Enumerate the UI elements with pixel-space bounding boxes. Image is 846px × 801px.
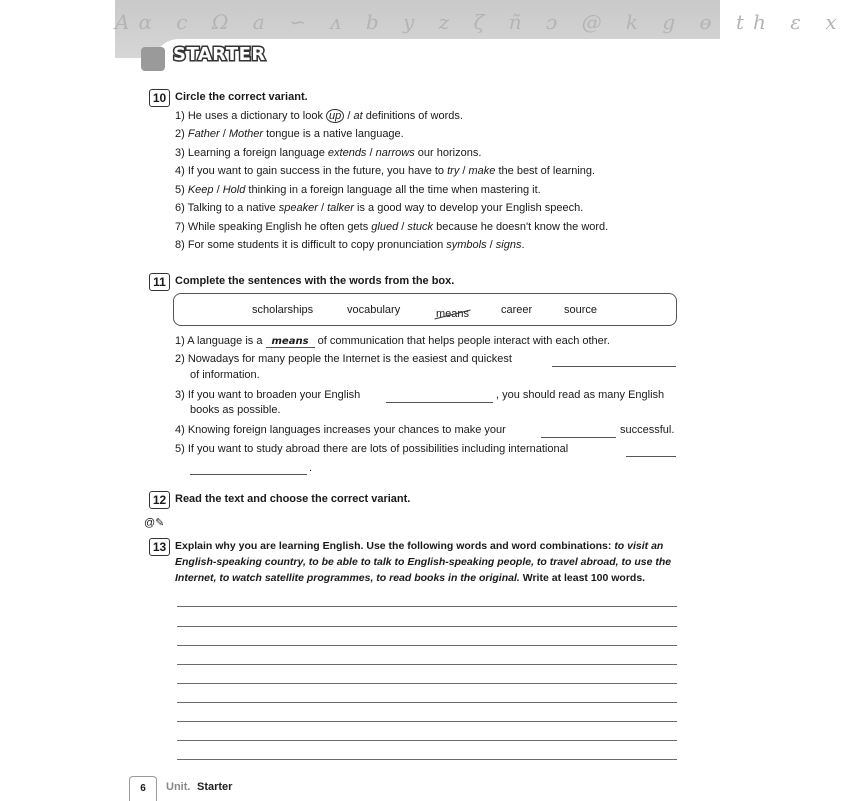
ex11-sentence-5-blank-b[interactable] — [190, 463, 307, 475]
ex11-sentence-5: 5) If you want to study abroad there are lots of possibilities including international — [175, 443, 569, 455]
ex10-item-5-option-2[interactable]: Hold — [222, 184, 246, 196]
word-box — [173, 293, 677, 326]
ex10-item-8: 8) For some students it is difficult to copy pronunciation symbols / signs. — [175, 239, 525, 251]
ex11-sentence-5-blank-a[interactable] — [626, 445, 676, 457]
ex10-item-4-option-1[interactable]: try — [447, 165, 460, 177]
ex11-sentence-4-blank[interactable] — [541, 426, 616, 438]
ex10-item-8-option-1[interactable]: symbols — [446, 239, 487, 251]
ex10-item-4-option-2[interactable]: make — [468, 165, 496, 177]
exercise-10-instruction: Circle the correct variant. — [175, 91, 308, 103]
unit-label: Unit. — [166, 781, 191, 793]
page-number: 6 — [129, 776, 157, 801]
ex10-item-2-option-2[interactable]: Mother — [228, 128, 264, 140]
ex11-sentence-2: 2) Nowadays for many people the Internet is the easiest and quickest — [175, 353, 512, 365]
ex10-item-5-option-1[interactable]: Keep — [187, 184, 214, 196]
exercise-11-instruction: Complete the sentences with the words from the box. — [175, 275, 455, 287]
ex10-item-5: 5) Keep / Hold thinking in a foreign language all the time when mastering it. — [175, 184, 541, 196]
ex10-item-6-option-2[interactable]: talker — [327, 202, 354, 214]
writing-line[interactable] — [177, 759, 677, 760]
ex11-sentence-3-cont: books as possible. — [190, 404, 281, 416]
writing-line[interactable] — [177, 683, 677, 684]
ex11-sentence-2-blank[interactable] — [552, 355, 676, 367]
word-box-word: vocabulary — [347, 304, 401, 316]
writing-line[interactable] — [177, 645, 677, 646]
ex11-sentence-3-post: , you should read as many English — [496, 389, 665, 401]
ex10-item-1-option-1[interactable]: up — [326, 109, 344, 123]
section-marker-square — [141, 47, 165, 71]
section-title: STARTER — [173, 44, 266, 65]
writing-line[interactable] — [177, 702, 677, 703]
ex10-item-4: 4) If you want to gain success in the future, you have to try / make the best of learning. — [175, 165, 596, 177]
ex11-sentence-3-blank[interactable] — [386, 391, 493, 403]
writing-line[interactable] — [177, 664, 677, 665]
ex10-item-1-option-2[interactable]: at — [353, 110, 363, 122]
ex11-sentence-2-cont: of information. — [190, 369, 260, 381]
ex11-sentence-4: 4) Knowing foreign languages increases your chances to make your — [175, 424, 506, 436]
ex10-item-7-option-1[interactable]: glued — [371, 221, 399, 233]
ex11-sentence-4-post: successful. — [620, 424, 675, 436]
ex11-sentence-5-end: . — [309, 462, 313, 474]
disc-icon: @✎ — [144, 517, 165, 529]
workbook-page — [115, 0, 846, 800]
exercise-13-instruction-line-1: Explain why you are learning English. Use the following words and word combinations: to visit an — [175, 540, 664, 552]
ex11-sentence-3: 3) If you want to broaden your English — [175, 389, 361, 401]
ex10-item-8-option-2[interactable]: signs — [495, 239, 522, 251]
ex11-sentence-1-answer[interactable]: means — [266, 336, 315, 348]
exercise-10-number: 10 — [149, 89, 170, 107]
word-box-word: career — [501, 304, 533, 316]
exercise-12-number: 12 — [149, 491, 170, 509]
ex10-item-2-option-1[interactable]: Father — [187, 128, 220, 140]
exercise-13-instruction-line-3: Internet, to watch satellite programmes, to read books in the original. Write at least 100 words. — [175, 572, 646, 584]
exercise-13-instruction-line-2: English-speaking country, to be able to talk to English-speaking people, to travel abroad, to use the — [175, 556, 672, 568]
writing-line[interactable] — [177, 626, 677, 627]
word-box-word: scholarships — [252, 304, 314, 316]
ex10-item-3: 3) Learning a foreign language extends / narrows our horizons. — [175, 147, 482, 159]
ex10-item-1: 1) He uses a dictionary to look up / at definitions of words. — [175, 110, 463, 122]
ex10-item-2: 2) Father / Mother tongue is a native language. — [175, 128, 404, 140]
word-box-word: source — [564, 304, 598, 316]
exercise-13-number: 13 — [149, 538, 170, 556]
header-decoration: Aα c Ω a ∽ ᴧ b y z ζ ñ ɔ @ k g ɵ th ε x — [115, 10, 846, 34]
ex10-item-7: 7) While speaking English he often gets glued / stuck because he doesn't know the word. — [175, 221, 609, 233]
ex10-item-6: 6) Talking to a native speaker / talker is a good way to develop your English speech. — [175, 202, 584, 214]
writing-line[interactable] — [177, 721, 677, 722]
writing-line[interactable] — [177, 740, 677, 741]
ex10-item-3-option-1[interactable]: extends — [327, 147, 367, 159]
unit-name: Starter — [197, 781, 233, 793]
ex10-item-3-option-2[interactable]: narrows — [375, 147, 415, 159]
writing-line[interactable] — [177, 606, 677, 607]
ex10-item-7-option-2[interactable]: stuck — [407, 221, 434, 233]
word-box-word-crossed: means — [436, 308, 470, 320]
exercise-12-instruction: Read the text and choose the correct variant. — [175, 493, 411, 505]
exercise-11-number: 11 — [149, 273, 170, 291]
ex11-sentence-1: 1) A language is a means of communication that helps people interact with each other. — [175, 335, 610, 347]
ex10-item-6-option-1[interactable]: speaker — [278, 202, 318, 214]
